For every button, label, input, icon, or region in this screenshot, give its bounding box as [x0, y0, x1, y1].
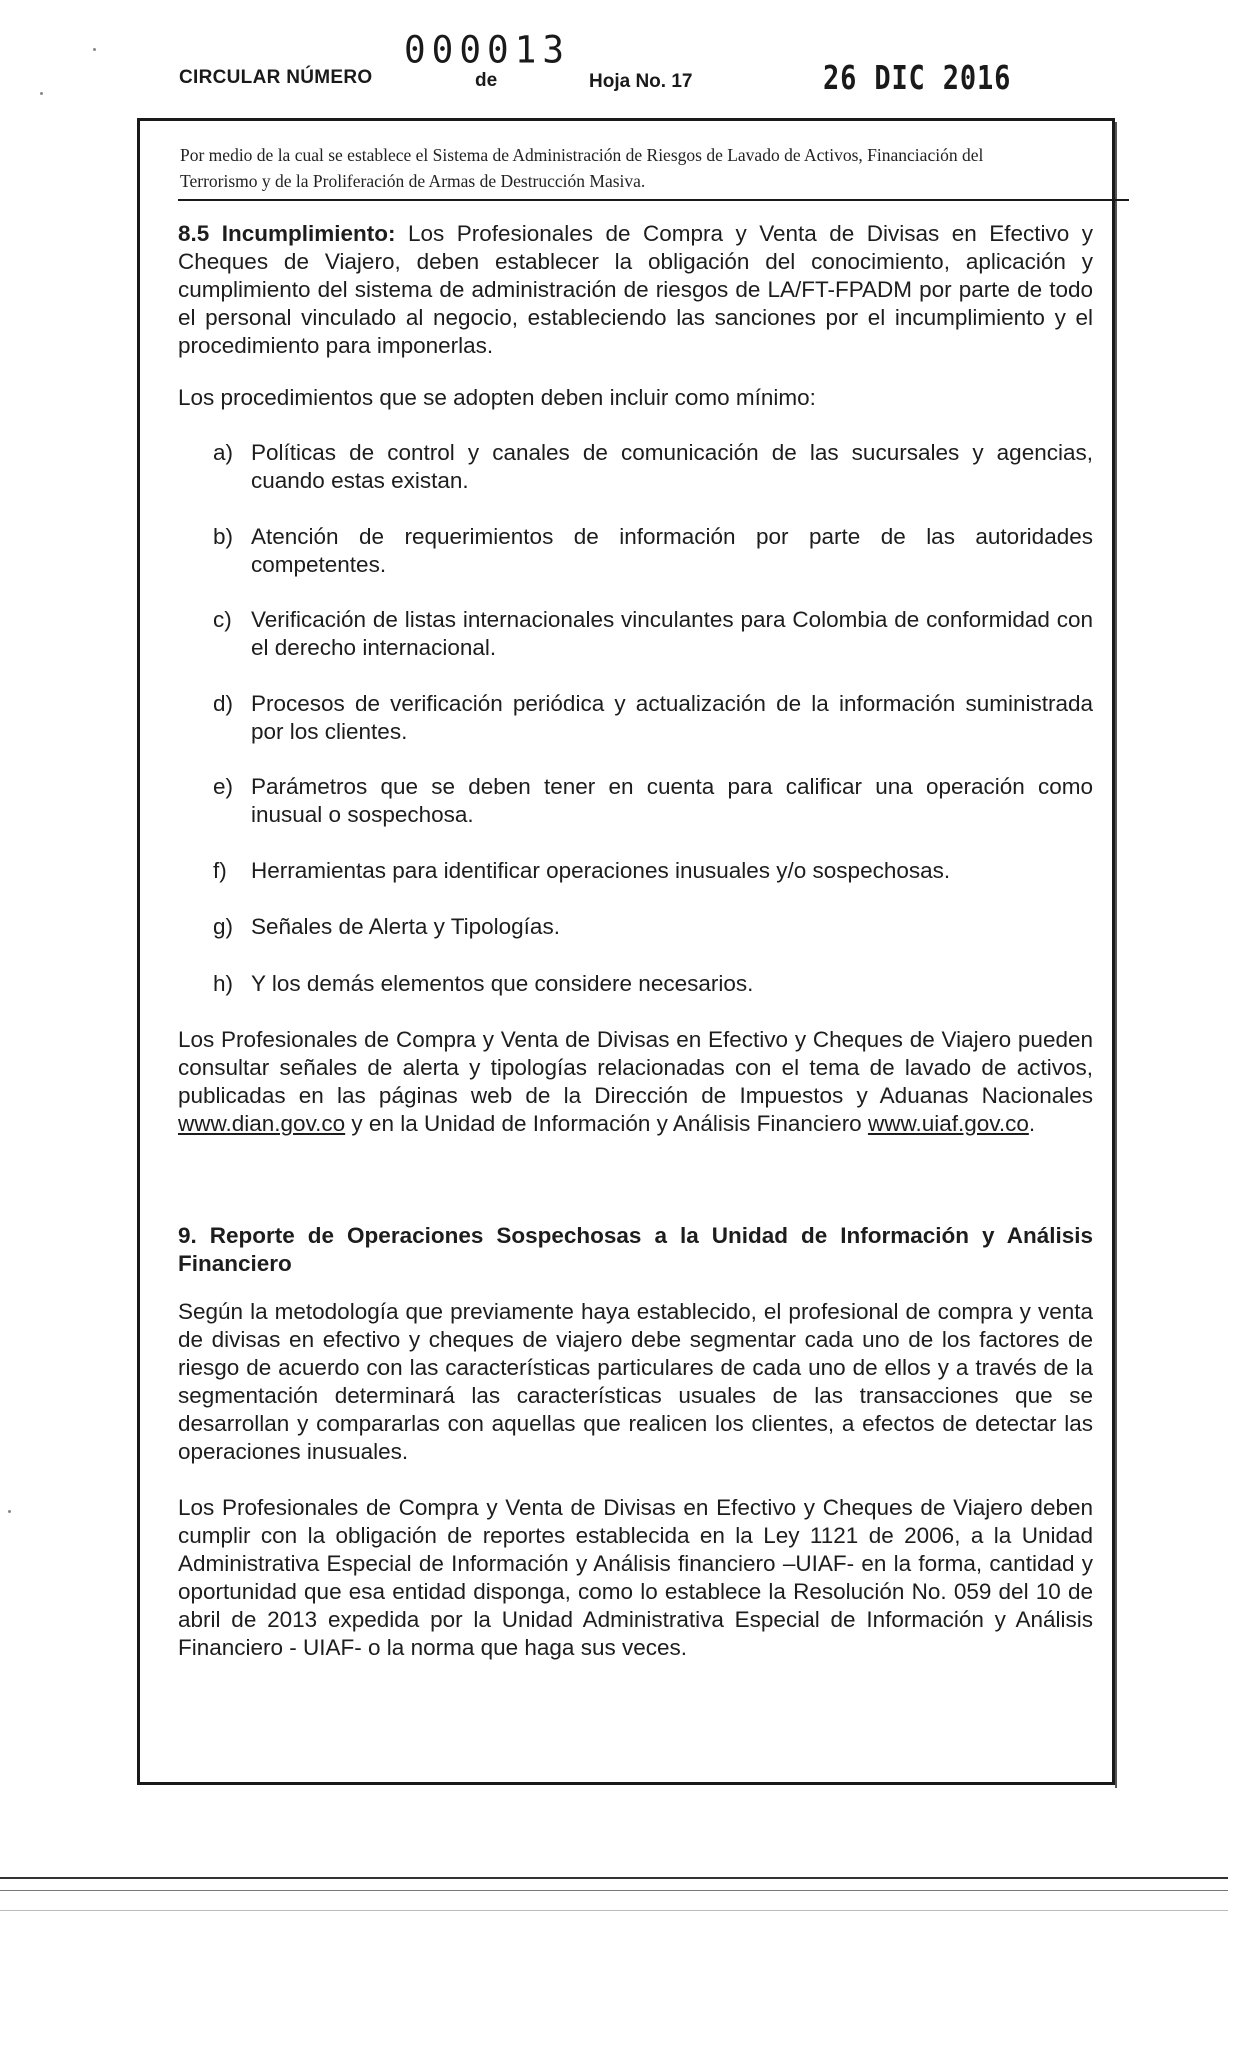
list-item: [213, 439, 1093, 495]
de-label: de: [475, 70, 498, 91]
list-item-marker: f): [213, 858, 227, 883]
scan-speck: [40, 92, 43, 95]
list-item: [213, 523, 1093, 579]
date-stamp: 26 DIC 2016: [823, 58, 1012, 97]
section-9-paragraph-2: Los Profesionales de Compra y Venta de Divisas en Efectivo y Cheques de Viajero deben cumplir con la obligación de reportes establecida en la Ley 1121 de 2006, a la Unidad Administrativa Especial de Información y Análisis financiero –UIAF- en la forma, cantidad y oportunidad que esa entidad disponga, como lo establece la Resolución No. 059 del 10 de abril de 2013 expedida por la Unidad Administrativa Especial de Información y Análisis Financiero - UIAF- o la norma que haga sus veces.: [178, 1495, 1093, 1660]
scan-speck: [93, 48, 96, 51]
list-item: [213, 690, 1093, 746]
list-item-text: Señales de Alerta y Tipologías.: [251, 914, 560, 939]
list-item-text: Procesos de verificación periódica y actualización de la información suministrada por los clientes.: [251, 691, 1093, 744]
subject-divider: [178, 199, 1129, 201]
scan-speck: [8, 1510, 11, 1513]
list-item: [213, 857, 1093, 885]
section-8-5: [178, 220, 1093, 360]
list-item: [213, 913, 1093, 941]
list-item-marker: a): [213, 440, 234, 465]
footer-rule: [0, 1877, 1228, 1879]
section-9-heading: 9. Reporte de Operaciones Sospechosas a la Unidad de Información y Análisis Financiero: [178, 1223, 1093, 1276]
frame-edge: [1115, 122, 1117, 1788]
list-item-text: Y los demás elementos que considere necesarios.: [251, 971, 754, 996]
consult-text-after: .: [1028, 1111, 1036, 1136]
section-9-paragraph-1: Según la metodología que previamente haya establecido, el profesional de compra y venta de divisas en efectivo y cheques de viajero debe segmentar cada uno de los factores de riesgo de acuerdo con las características particulares de cada uno de ellos y a través de la segmentación determinará las características usuales de las transacciones que se desarrollan y compararlas con aquellas que realicen los clientes, a efectos de detectar las operaciones inusuales.: [178, 1299, 1093, 1464]
list-item-text: Verificación de listas internacionales vinculantes para Colombia de conformidad con el derecho internacional.: [251, 607, 1093, 660]
consult-text-before: Los Profesionales de Compra y Venta de Divisas en Efectivo y Cheques de Viajero pueden consultar señales de alerta y tipologías relacionadas con el tema de lavado de activos, publicadas en las páginas web de la Dirección de Impuestos y Aduanas Nacionales: [178, 1027, 1093, 1108]
list-item-text: Herramientas para identificar operaciones inusuales y/o sospechosas.: [251, 858, 951, 883]
footer-rule: [0, 1910, 1228, 1911]
list-item-marker: b): [213, 524, 234, 549]
list-item-marker: c): [213, 607, 232, 632]
list-item-marker: g): [213, 914, 234, 939]
subject-line-2: Terrorismo y de la Proliferación de Armas de Destrucción Masiva.: [180, 171, 646, 191]
list-item-text: Parámetros que se deben tener en cuenta para calificar una operación como inusual o sospechosa.: [251, 774, 1093, 827]
circular-number-label: CIRCULAR NÚMERO: [179, 67, 373, 88]
list-item-marker: d): [213, 691, 234, 716]
consult-text-middle: y en la Unidad de Información y Análisis Financiero: [345, 1111, 868, 1136]
list-item: [213, 773, 1093, 829]
section-8-5-text: Los Profesionales de Compra y Venta de Divisas en Efectivo y Cheques de Viajero, deben establecer la obligación del conocimiento, aplicación y cumplimiento del sistema de administración de riesgos de LA/FT-FPADM por parte de todo el personal vinculado al negocio, estableciendo las sanciones por el incumplimiento y el procedimiento para imponerlas.: [178, 221, 1093, 358]
subject-line-1: Por medio de la cual se establece el Sistema de Administración de Riesgos de Lavado de Activos, Financiación del: [180, 145, 984, 165]
page-number-label: Hoja No. 17: [589, 71, 693, 92]
circular-number-stamp: 000013: [404, 28, 571, 73]
section-8-5-heading: 8.5 Incumplimiento:: [178, 221, 396, 246]
dian-link[interactable]: www.dian.gov.co: [178, 1111, 346, 1136]
procedures-intro: Los procedimientos que se adopten deben incluir como mínimo:: [178, 385, 816, 410]
list-item-text: Políticas de control y canales de comunicación de las sucursales y agencias, cuando estas existan.: [251, 440, 1093, 493]
document-subject: [180, 142, 1125, 194]
list-item-text: Atención de requerimientos de información por parte de las autoridades competentes.: [251, 524, 1093, 577]
uiaf-link[interactable]: www.uiaf.gov.co: [867, 1111, 1029, 1136]
list-item-marker: h): [213, 971, 234, 996]
footer-rule: [0, 1890, 1228, 1891]
list-item: [213, 606, 1093, 662]
list-item: [213, 970, 1093, 998]
consult-paragraph: [178, 1026, 1093, 1138]
list-item-marker: e): [213, 774, 234, 799]
